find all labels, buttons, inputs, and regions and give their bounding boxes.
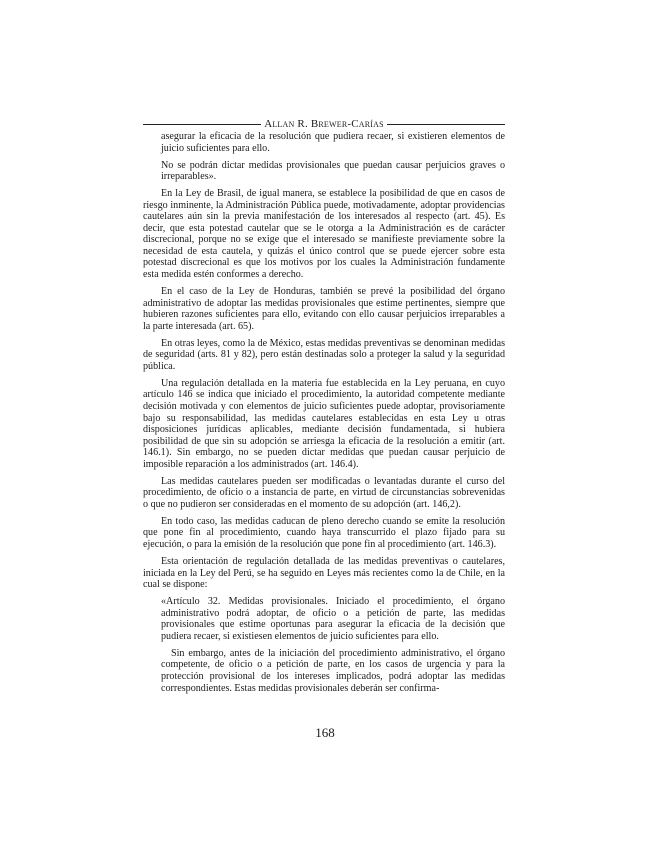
header-author: Allan R. Brewer-Carías xyxy=(264,118,384,130)
body-text xyxy=(143,131,505,700)
paragraph-mexico: En otras leyes, como la de México, estas medidas preventivas se denominan medidas de seguridad (arts. 81 y 82), pero están destinadas solo a proteger la salud y la seguridad pública. xyxy=(143,337,505,372)
running-header xyxy=(143,118,505,130)
paragraph-brasil: En la Ley de Brasil, de igual manera, se establece la posibilidad de que en casos de riesgo inminente, la Administración Pública puede, motivadamente, adoptar providencias cautelares aún sin la previa manifestación de los interesados al respecto (art. 45). Es decir, que esta potestad cautelar que se le otorga a la Administración es de carácter discrecional, porque no se exige que el interesado se manifieste previamente sobre la necesidad de esta cautela, y quizás el único control que se puede ejercer sobre esta potestad discrecional es que los motivos por los cuales la Administración fundamente esta medida estén conformes a derecho. xyxy=(143,188,505,281)
header-rule-left xyxy=(143,124,261,125)
paragraph-article-32-cont: Sin embargo, antes de la iniciación del procedimiento administrativo, el órgano competente, de oficio o a petición de parte, en los casos de urgencia y para la protección provisional de los intereses implicados, podrá adoptar las medidas correspondientes. Estas medidas provisionales deberán ser confirma- xyxy=(161,647,505,694)
paragraph-modification: Las medidas cautelares pueden ser modificadas o levantadas durante el curso del procedimiento, de oficio o a instancia de parte, en virtud de circunstancias sobrevenidas o que no pudieron ser consideradas en el momento de su adopción (art. 146,2). xyxy=(143,475,505,510)
paragraph-article-32: «Artículo 32. Medidas provisionales. Iniciado el procedimiento, el órgano administrativo podrá adoptar, de oficio o a petición de parte, las medidas provisionales que estime oportunas para asegurar la eficacia de la decisión que pudiera recaer, si existiesen elementos de juicio suficientes para ello. xyxy=(161,596,505,642)
page-number: 168 xyxy=(315,725,335,740)
paragraph-peru: Una regulación detallada en la materia fue establecida en la Ley peruana, en cuyo artículo 146 se indica que iniciado el procedimiento, la autoridad competente mediante decisión motivada y con elementos de juicio suficientes puede adoptar, provisoriamente bajo su responsabilidad, las medidas cautelares establecidas en esta Ley u otras disposiciones jurídicas aplicables, mediante decisión fundamentada, si hubiera posibilidad de que sin su adopción se arriesga la eficacia de la resolución a emitir (art. 146.1). Sin embargo, no se pueden dictar medidas que puedan causar perjuicio de imposible reparación a los administrados (art. 146.4). xyxy=(143,377,505,470)
paragraph-quote-end: No se podrán dictar medidas provisionales que puedan causar perjuicios graves o irreparables». xyxy=(161,159,505,183)
paragraph-continuation: asegurar la eficacia de la resolución que pudiera recaer, si existieren elementos de juicio suficientes para ello. xyxy=(161,131,505,154)
header-rule-right xyxy=(387,124,505,125)
paragraph-caducidad: En todo caso, las medidas caducan de pleno derecho cuando se emite la resolución que pone fin al procedimiento, cuando haya transcurrido el plazo fijado para su ejecución, o para la emisión de la resolución que pone fin al procedimiento (art. 146.3). xyxy=(143,515,505,550)
paragraph-chile-intro: Esta orientación de regulación detallada de las medidas preventivas o cautelares, iniciada en la Ley del Perú, se ha seguido en Leyes más recientes como la de Chile, en la cual se dispone: xyxy=(143,556,505,591)
paragraph-honduras: En el caso de la Ley de Honduras, también se prevé la posibilidad del órgano administrativo de adoptar las medidas provisionales que estime pertinentes, siempre que hubieren razones suficientes para ello, evitando con ello causar perjuicios irreparables a la parte interesada (art. 65). xyxy=(143,286,505,332)
